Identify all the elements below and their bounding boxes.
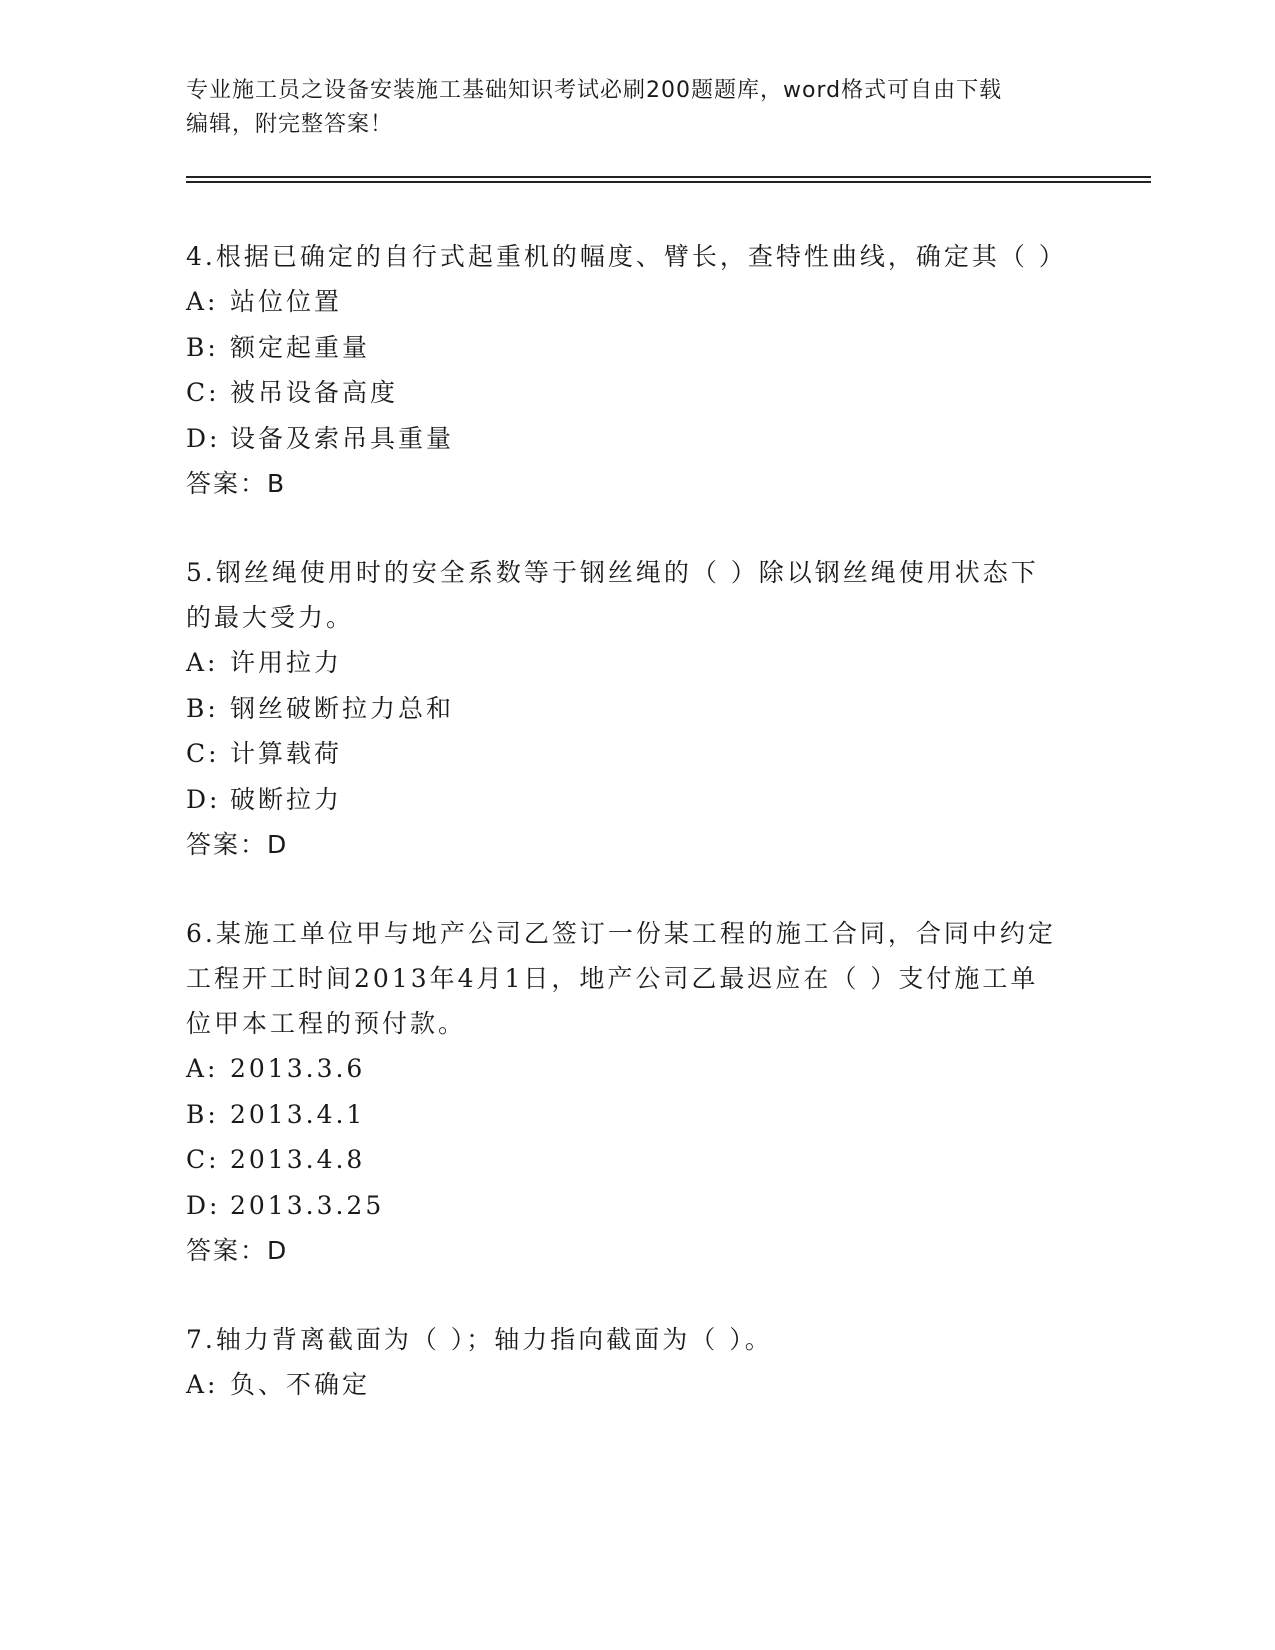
option-d xyxy=(186,777,1086,823)
option-text: 许用拉力 xyxy=(230,648,343,677)
option-letter: C: xyxy=(186,378,220,407)
question-item xyxy=(186,234,1086,506)
option-text: 额定起重量 xyxy=(230,332,371,362)
option-text: 设备及索吊具重量 xyxy=(230,423,455,453)
option-a xyxy=(186,279,1086,325)
option-text: 2013.3.25 xyxy=(230,1190,385,1220)
header-title-line-2: 编辑，附完整答案！ xyxy=(186,112,394,137)
option-a xyxy=(186,640,1086,686)
option-letter: B: xyxy=(186,332,219,362)
option-letter: A: xyxy=(186,1370,219,1399)
question-stem: 4.根据已确定的自行式起重机的幅度、臂长，查特性曲线，确定其（ ） xyxy=(186,242,1067,271)
question-item xyxy=(186,911,1086,1273)
option-letter: B: xyxy=(186,1099,219,1129)
question-stem: 6.某施工单位甲与地产公司乙签订一份某工程的施工合同，合同中约定工程开工时间2013年4月1日，地产公司乙最迟应在（ ）支付施工单位甲本工程的预付款。 xyxy=(186,919,1056,1038)
option-letter: B: xyxy=(186,693,219,723)
option-text: 2013.4.1 xyxy=(230,1099,366,1129)
option-text: 2013.4.8 xyxy=(230,1145,366,1174)
option-b xyxy=(186,686,1086,732)
option-text: 负、不确定 xyxy=(230,1370,371,1399)
answer-line: 答案：B xyxy=(186,469,287,498)
option-text: 钢丝破断拉力总和 xyxy=(230,693,455,723)
option-letter: C: xyxy=(186,1145,220,1174)
question-item xyxy=(186,1317,1086,1408)
option-b xyxy=(186,1092,1086,1138)
header-title-line-1: 专业施工员之设备安装施工基础知识考试必刷200题题库，word格式可自由下载 xyxy=(186,78,1003,103)
option-letter: D: xyxy=(186,423,221,453)
option-d xyxy=(186,416,1086,462)
option-b xyxy=(186,325,1086,371)
option-letter: D: xyxy=(186,784,221,814)
option-letter: C: xyxy=(186,739,220,768)
option-letter: D: xyxy=(186,1190,221,1220)
option-c xyxy=(186,1137,1086,1183)
option-letter: A: xyxy=(186,287,219,316)
question-list xyxy=(186,234,1086,1452)
option-a xyxy=(186,1046,1086,1092)
header-divider-bottom xyxy=(186,181,1151,183)
option-c xyxy=(186,731,1086,777)
question-item xyxy=(186,550,1086,867)
option-letter: A: xyxy=(186,1054,219,1083)
header-divider-top xyxy=(186,176,1151,178)
option-text: 破断拉力 xyxy=(230,784,343,814)
option-d xyxy=(186,1183,1086,1229)
option-text: 被吊设备高度 xyxy=(230,378,399,407)
option-text: 站位位置 xyxy=(230,287,343,316)
question-stem: 7.轴力背离截面为（ ）；轴力指向截面为（ ）。 xyxy=(186,1325,773,1354)
option-a xyxy=(186,1362,1086,1408)
document-header xyxy=(186,74,1066,142)
answer-line: 答案：D xyxy=(186,830,289,859)
option-c xyxy=(186,370,1086,416)
answer-line: 答案：D xyxy=(186,1236,289,1265)
question-stem: 5.钢丝绳使用时的安全系数等于钢丝绳的（ ）除以钢丝绳使用状态下的最大受力。 xyxy=(186,558,1039,632)
option-text: 2013.3.6 xyxy=(230,1054,366,1083)
option-letter: A: xyxy=(186,648,219,677)
option-text: 计算载荷 xyxy=(230,739,343,768)
